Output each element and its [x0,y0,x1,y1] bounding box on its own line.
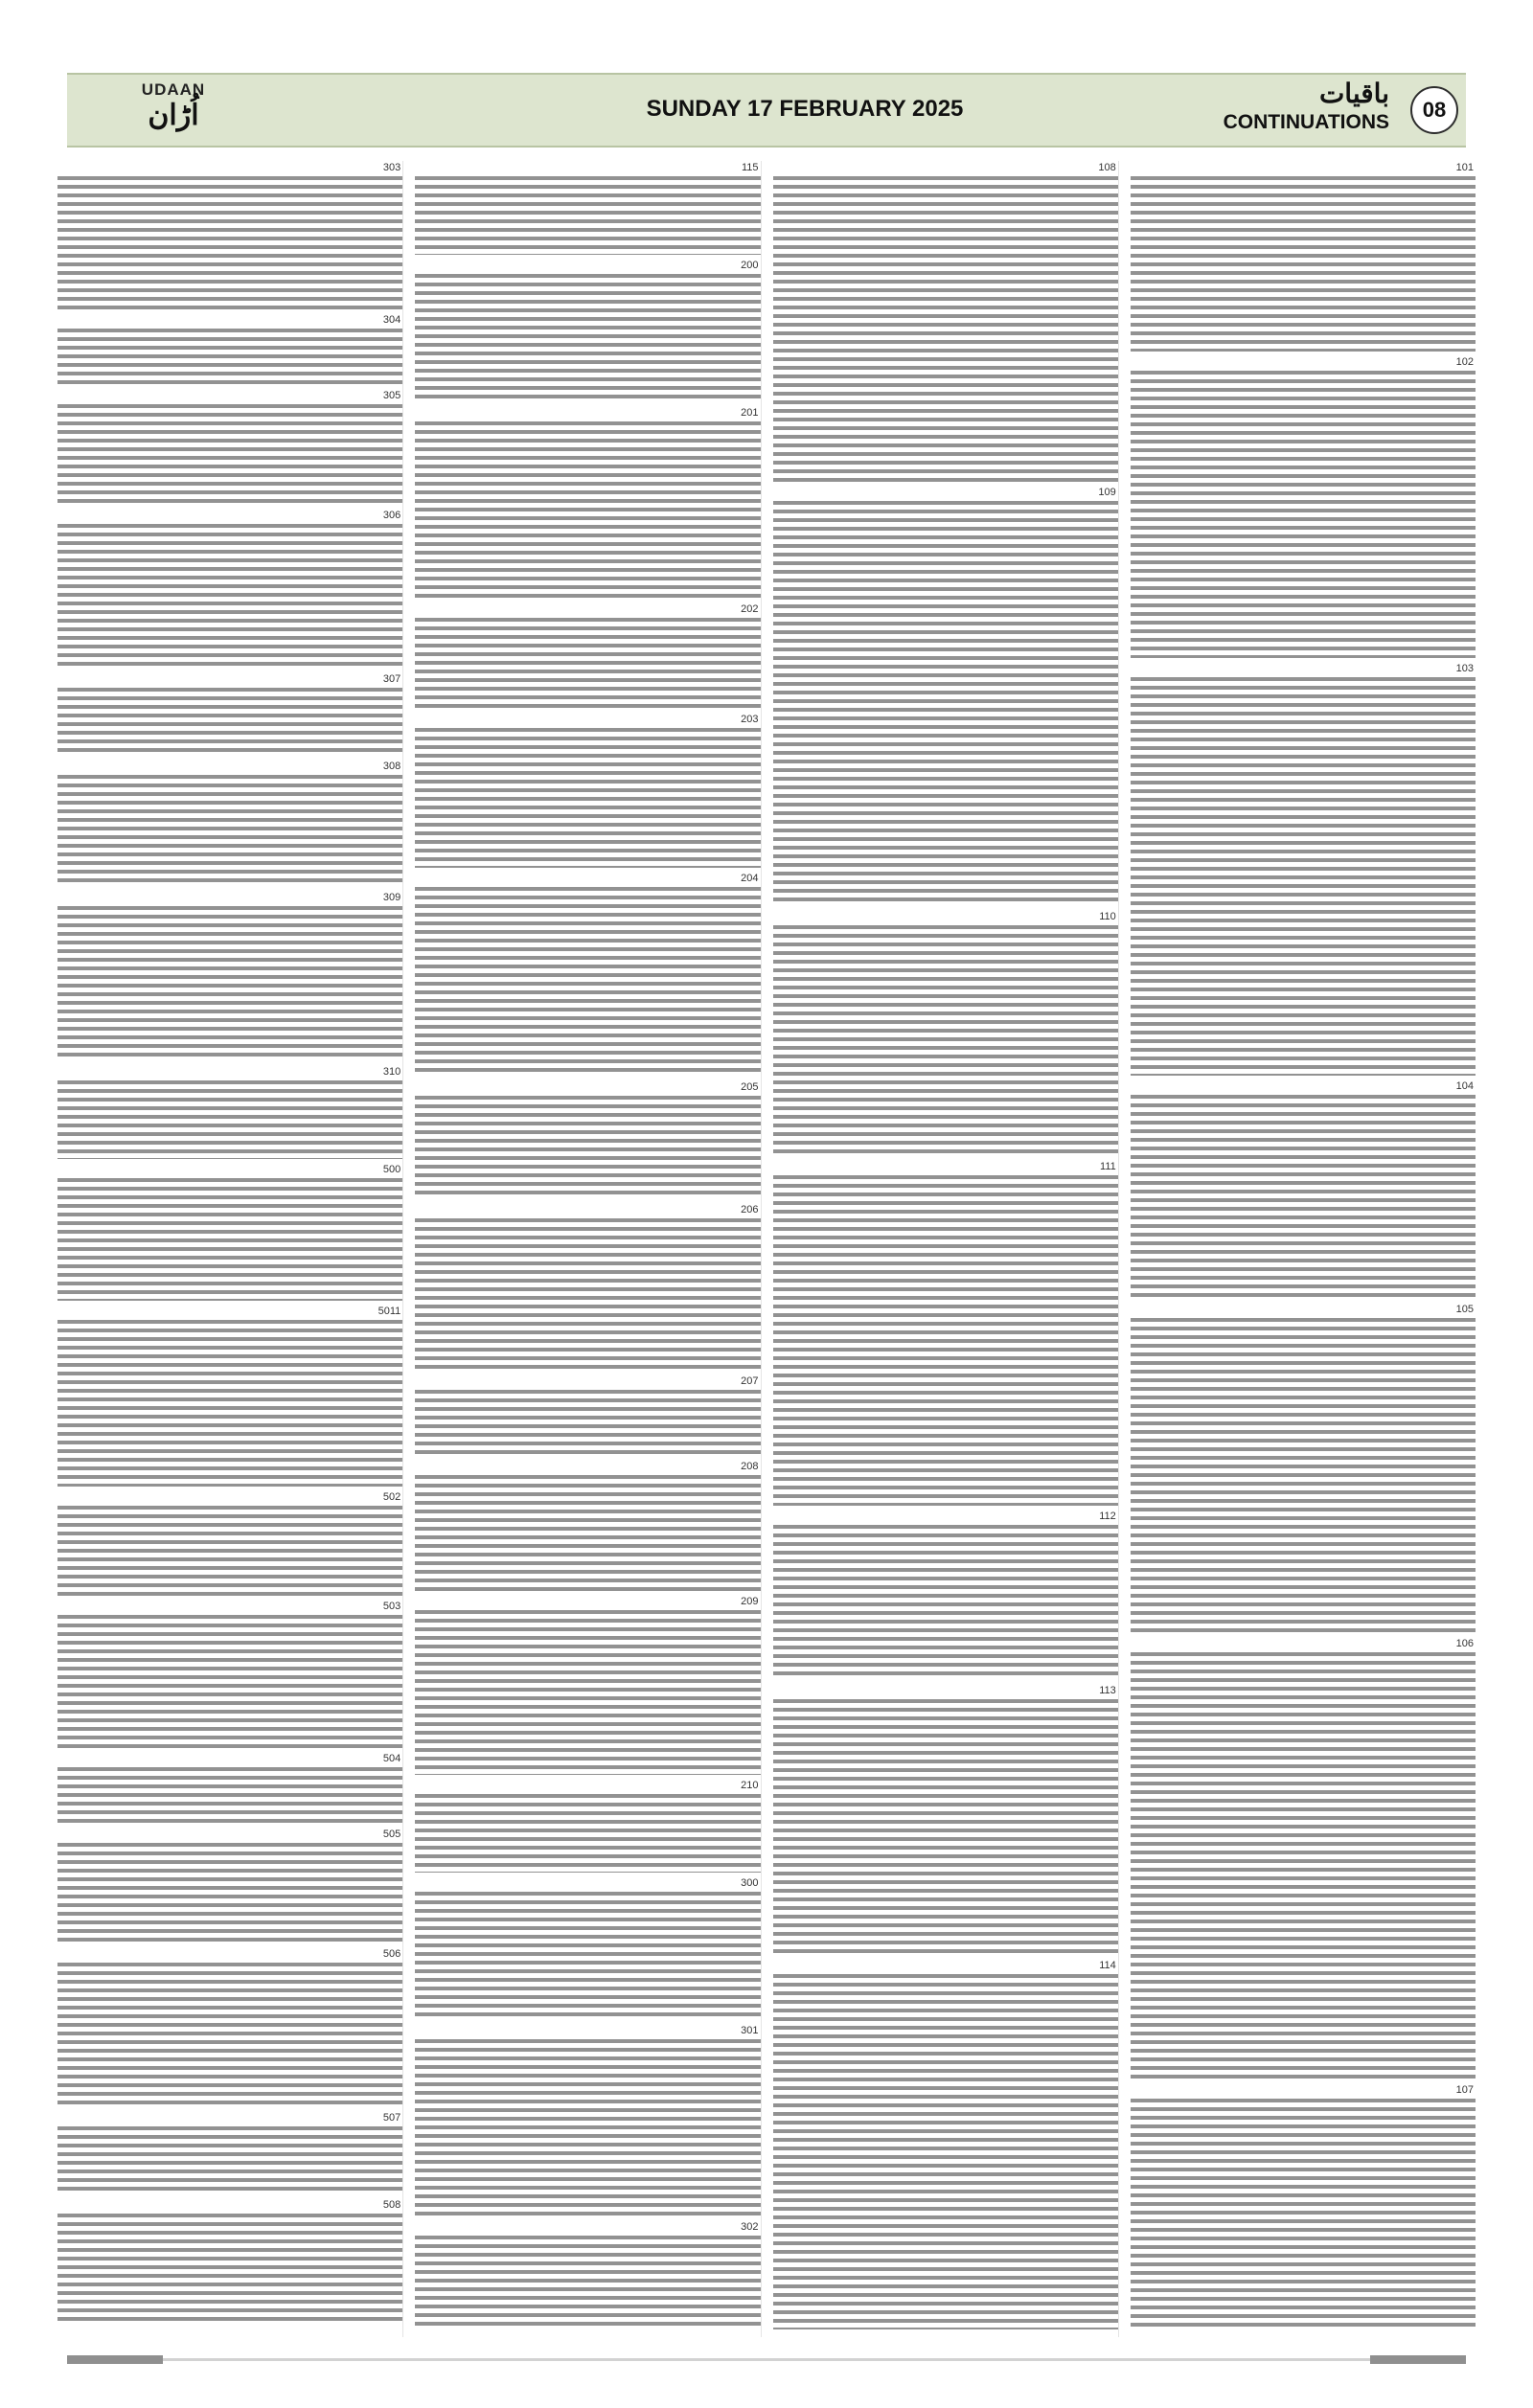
continuation-text [57,1506,402,1596]
continuation-number: 300 [741,1877,759,1889]
continuation-block [773,486,1118,910]
continuation-number: 308 [382,761,401,772]
continuation-block [415,1595,760,1779]
section-title-urdu: باقیات [1318,78,1389,109]
continuation-number: 302 [741,2221,759,2233]
continuation-text [773,176,1118,482]
continuation-number: 105 [1455,1304,1474,1315]
section-title [1198,77,1389,134]
continuation-text [415,2039,760,2216]
continuation-block [415,602,760,713]
continuation-block [57,1828,402,1947]
continuation-text [415,1892,760,2020]
continuation-text [1131,176,1476,352]
continuation-text [415,887,760,1077]
continuation-text [57,176,402,309]
continuation-text [57,524,402,669]
continuation-number: 506 [382,1948,401,1960]
continuation-number: 102 [1455,356,1474,368]
continuation-number: 109 [1098,487,1116,498]
continuation-number: 500 [382,1164,401,1175]
continuation-text [415,1610,760,1775]
continuation-number: 207 [741,1375,759,1387]
continuation-number: 101 [1455,162,1474,173]
continuation-block [1131,161,1476,355]
continuation-block [57,891,402,1065]
continuation-block [773,1510,1118,1684]
continuation-block [415,1374,760,1460]
continuation-block [1131,2083,1476,2334]
continuation-text [415,1096,760,1199]
continuation-number: 502 [382,1491,401,1503]
footer-marker-left [67,2355,163,2364]
continuation-text [57,775,402,887]
continuation-text [1131,2099,1476,2330]
continuation-number: 507 [382,2112,401,2124]
continuation-text [1131,1095,1476,1299]
continuation-number: 205 [741,1081,759,1093]
continuation-block [773,1684,1118,1959]
continuation-text [415,421,760,599]
continuation-number: 115 [741,162,759,173]
continuation-block [415,406,760,602]
continuation-text [773,1175,1118,1506]
continuation-block [57,2198,402,2329]
continuation-block [57,672,402,760]
continuation-block [57,760,402,891]
column-2 [773,161,1119,2337]
continuation-text [415,1218,760,1371]
continuation-number: 209 [741,1596,759,1607]
continuation-number: 504 [382,1753,401,1764]
continuation-text [1131,1652,1476,2079]
continuation-block [57,389,402,509]
continuation-number: 103 [1455,663,1474,674]
continuation-number: 107 [1455,2084,1474,2096]
udaan-logo [121,80,226,132]
continuation-block [1131,1303,1476,1637]
continuation-text [57,1615,402,1748]
continuation-block [57,313,402,389]
issue-date: SUNDAY 17 FEBRUARY 2025 [646,96,964,122]
continuation-text [415,2236,760,2327]
continuation-number: 106 [1455,1638,1474,1649]
column-4 [57,161,403,2337]
continuation-text [415,728,760,868]
continuation-text [415,1475,760,1591]
continuation-number: 206 [741,1204,759,1215]
continuation-number: 301 [741,2025,759,2036]
continuation-number: 303 [382,162,401,173]
continuation-text [773,1974,1118,2329]
continuation-text [415,618,760,709]
continuation-block [57,2111,402,2198]
logo-english: UDAAN [141,80,206,99]
continuation-block [415,1876,760,2024]
continuation-text [57,2214,402,2326]
continuation-block [57,1065,402,1163]
continuation-text [57,1178,402,1301]
continuation-number: 208 [741,1461,759,1472]
continuation-block [773,161,1118,486]
continuation-block [57,1752,402,1828]
continuation-number: 112 [1099,1511,1116,1522]
footer-rule [67,2358,1466,2361]
continuation-text [773,501,1118,906]
continuation-block [773,1160,1118,1510]
continuation-block [57,509,402,672]
continuation-text [1131,1318,1476,1633]
continuation-number: 505 [382,1829,401,1840]
continuation-text [415,1390,760,1456]
continuation-block [773,910,1118,1160]
continuation-block [415,2220,760,2330]
continuation-number: 304 [382,314,401,326]
continuation-block [415,161,760,259]
continuation-number: 309 [382,892,401,903]
continuation-text [57,1843,402,1943]
continuation-number: 113 [1099,1685,1116,1696]
continuation-text [415,274,760,402]
continuation-number: 310 [382,1066,401,1078]
continuation-block [415,1779,760,1876]
logo-urdu: اُڑان [148,99,199,132]
continuation-text [57,2126,402,2194]
continuation-number: 508 [382,2199,401,2211]
page-number-badge: 08 [1410,86,1458,134]
continuation-text [773,925,1118,1156]
continuation-number: 210 [741,1780,759,1791]
continuation-number: 204 [741,873,759,884]
continuation-block [57,1947,402,2111]
continuation-number: 305 [382,390,401,401]
continuation-block [57,1490,402,1600]
continuation-text [57,1963,402,2107]
continuation-number: 5011 [378,1306,401,1317]
continuation-block [415,2024,760,2220]
section-title-english: CONTINUATIONS [1223,111,1389,133]
continuation-block [415,872,760,1080]
continuation-block [773,1959,1118,2333]
continuation-block [1131,1079,1476,1303]
continuation-block [57,1305,402,1490]
continuation-text [57,688,402,756]
continuation-text [773,1525,1118,1680]
continuation-number: 201 [741,407,759,419]
column-1 [1131,161,1476,2337]
continuation-block [415,1080,760,1203]
continuation-block [415,259,760,406]
continuation-number: 503 [382,1601,401,1612]
continuation-text [57,1320,402,1487]
continuation-number: 200 [741,260,759,271]
continuation-text [415,176,760,255]
continuation-text [415,1794,760,1873]
continuation-block [1131,1637,1476,2083]
continuation-number: 108 [1098,162,1116,173]
continuation-block [1131,355,1476,662]
masthead [67,73,1466,148]
continuation-number: 307 [382,673,401,685]
continuation-block [415,1460,760,1595]
continuation-number: 202 [741,603,759,615]
continuation-block [415,1203,760,1374]
continuation-number: 114 [1099,1960,1116,1971]
continuation-text [57,1080,402,1159]
continuation-text [1131,371,1476,658]
continuation-text [57,404,402,505]
continuation-number: 111 [1100,1161,1116,1172]
continuation-block [57,1163,402,1305]
footer-marker-right [1370,2355,1466,2364]
continuation-number: 110 [1099,911,1116,922]
continuation-text [1131,677,1476,1076]
continuation-text [57,906,402,1061]
continuation-number: 203 [741,714,759,725]
continuation-text [773,1699,1118,1955]
continuation-text [57,1767,402,1824]
continuation-block [57,161,402,313]
continuation-text [57,329,402,385]
continuation-block [57,1600,402,1752]
text-columns [57,161,1476,2337]
continuation-block [415,713,760,872]
continuation-block [1131,662,1476,1079]
column-3 [415,161,761,2337]
continuation-number: 306 [382,510,401,521]
continuation-number: 104 [1455,1080,1474,1092]
